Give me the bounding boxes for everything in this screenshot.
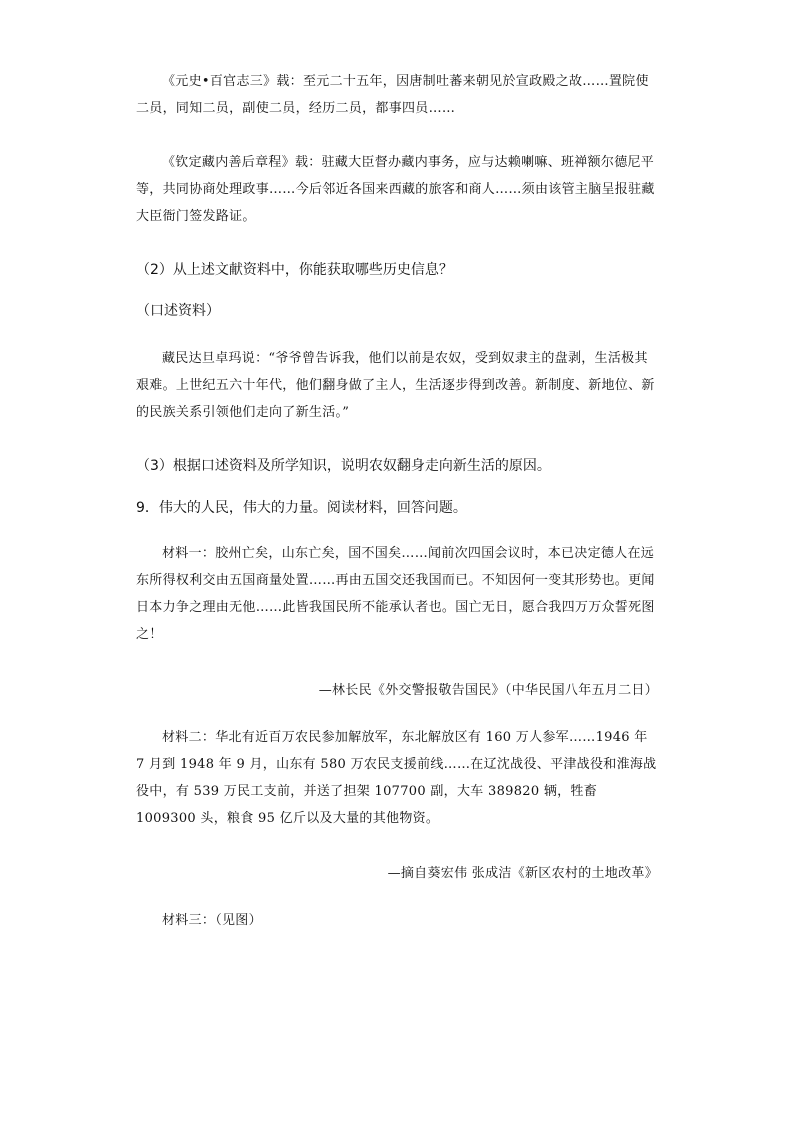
material-3: 材料三：（见图）: [162, 913, 262, 928]
material-1-source: —林长民《外交警报敬告国民》（中华民国八年五月二日）: [318, 683, 658, 698]
passage-qinding: 《钦定藏内善后章程》载：驻藏大臣督办藏内事务，应与达赖喇嘛、班禅额尔德尼平等，共同协商处理政事……今后邻近各国来西藏的旅客和商人……须由该管主脑呈报驻藏大臣衙门签发路证。: [136, 155, 655, 224]
passage-yuanshi: 《元史•百官志三》载：至元二十五年，因唐制吐蕃来朝见於宣政殿之故……置院使二员，同知二员，副使二员，经历二员，都事四员……: [136, 74, 649, 116]
oral-passage: 藏民达旦卓玛说：“爷爷曾告诉我，他们以前是农奴，受到奴隶主的盘剥，生活极其艰难。上世纪五六十年代，他们翻身做了主人，生活逐步得到改善。新制度、新地位、新的民族关系引领他们走向了新生活。”: [136, 351, 655, 420]
material-2-source: —摘自葵宏伟 张成洁《新区农村的土地改革》: [387, 866, 658, 881]
material-1: 材料一：胶州亡矣，山东亡矣，国不国矣……闻前次四国会议时，本已决定德人在远东所得权利交由五国商量处置……再由五国交还我国而已。不知因何一变其形势也。更闻日本力争之理由无他……此皆我国民所不能承认者也。国亡无日，愿合我四万万众誓死图之！: [136, 546, 655, 642]
question-2: （2）从上述文献资料中，你能获取哪些历史信息？: [136, 262, 453, 278]
material-2: 材料二：华北有近百万农民参加解放军，东北解放区有 160 万人参军……1946 年 7 月到 1948 年 9 月，山东有 580 万农民支援前线……在辽沈战役、平津战役和淮海战役中，有 539 万民工支前，并送了担架 107700 副，大车 389820 辆，牲畜 1009300 头，粮食 95 亿斤以及大量的其他物资。: [136, 730, 657, 826]
question-9: 9．伟大的人民，伟大的力量。阅读材料，回答问题。: [136, 500, 467, 516]
question-3: （3）根据口述资料及所学知识，说明农奴翻身走向新生活的原因。: [136, 458, 551, 474]
oral-heading: （口述资料）: [136, 303, 220, 319]
